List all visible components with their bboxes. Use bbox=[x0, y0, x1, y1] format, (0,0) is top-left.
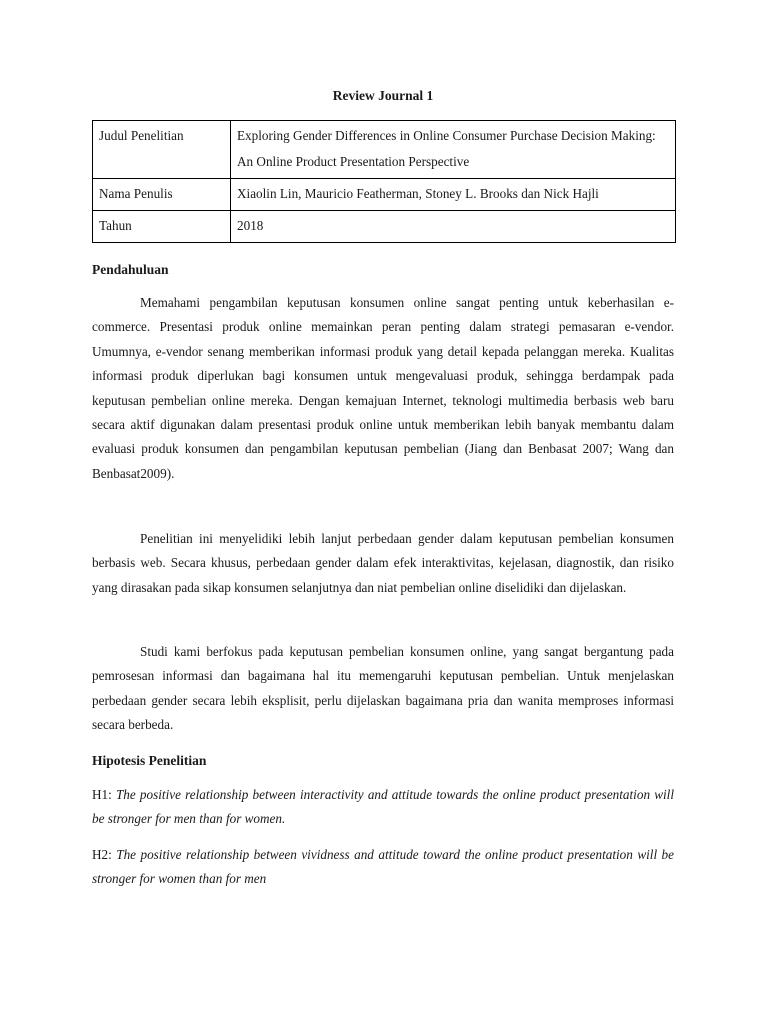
paragraph-2: Penelitian ini menyelidiki lebih lanjut perbedaan gender dalam keputusan pembelian konsumen berbasis web. Secara khusus, perbedaan gender dalam efek interaktivitas, kejelasan, diagnostik, dan risiko yang dirasakan pada sikap konsumen selanjutnya dan niat pembelian online diselidiki dan dijelaskan. bbox=[92, 531, 674, 595]
table-cell-value: 2018 bbox=[231, 211, 676, 243]
table-row bbox=[93, 211, 676, 243]
hypothesis-2 bbox=[92, 843, 674, 892]
section-heading-hypothesis: Hipotesis Penelitian bbox=[92, 753, 207, 768]
table-cell-label: Nama Penulis bbox=[93, 179, 231, 211]
hypothesis-label: H1: bbox=[92, 787, 112, 802]
table-cell-value: Xiaolin Lin, Mauricio Featherman, Stoney L. Brooks dan Nick Hajli bbox=[231, 179, 676, 211]
paragraph-3: Studi kami berfokus pada keputusan pembelian konsumen online, yang sangat bergantung pada pemrosesan informasi dan bagaimana hal itu memengaruhi keputusan pembelian. Untuk menjelaskan perbedaan gender secara lebih eksplisit, perlu dijelaskan bagaimana pria dan wanita memproses informasi secara berbeda. bbox=[92, 644, 674, 733]
table-cell-label: Tahun bbox=[93, 211, 231, 243]
table-row bbox=[93, 179, 676, 211]
hypothesis-text: The positive relationship between interactivity and attitude towards the online product presentation will be stronger for men than for women. bbox=[92, 787, 675, 827]
document-title: Review Journal 1 bbox=[332, 88, 434, 103]
table-cell-label: Judul Penelitian bbox=[93, 121, 231, 179]
hypothesis-text: The positive relationship between vividness and attitude toward the online product presentation will be stronger for women than for men bbox=[92, 847, 675, 887]
hypothesis-1 bbox=[92, 783, 674, 832]
section-heading-intro: Pendahuluan bbox=[92, 262, 169, 277]
table-cell-value: Exploring Gender Differences in Online Consumer Purchase Decision Making: An Online Product Presentation Perspective bbox=[231, 121, 676, 179]
hypothesis-label: H2: bbox=[92, 847, 112, 862]
table-row bbox=[93, 121, 676, 179]
paragraph-1: Memahami pengambilan keputusan konsumen online sangat penting untuk keberhasilan e-commerce. Presentasi produk online memainkan peran penting dalam strategi pemasaran e-vendor. Umumnya, e-vendor senang memberikan informasi produk yang detail kepada pelanggan mereka. Kualitas informasi produk diperlukan bagi konsumen untuk mengevaluasi produk, sehingga berdampak pada keputusan pembelian online mereka. Dengan kemajuan Internet, teknologi multimedia berbasis web baru secara aktif digunakan dalam presentasi produk online untuk memberikan lebih banyak membantu dalam evaluasi produk konsumen dan pengambilan keputusan pembelian (Jiang dan Benbasat 2007; Wang dan Benbasat2009). bbox=[92, 295, 674, 481]
info-table bbox=[92, 120, 676, 243]
